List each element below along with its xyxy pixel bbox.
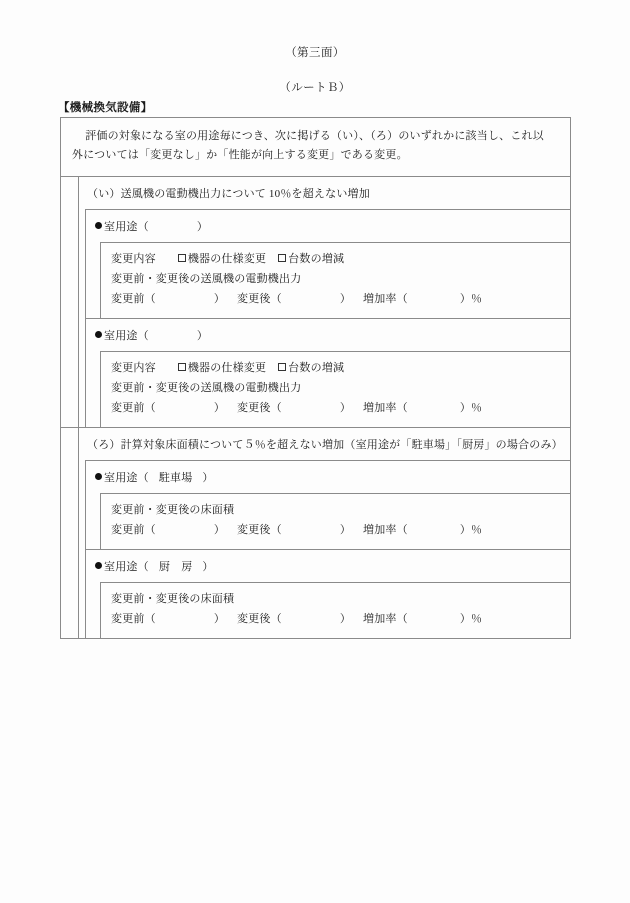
- checkbox-spec-change-label: 機器の仕様変更: [187, 252, 267, 265]
- group-gutter: [61, 177, 79, 427]
- group-ro-heading: （ろ）計算対象床面積について５％を超えない増加（室用途が「駐車場」「厨房」の場合のみ）: [87, 438, 563, 451]
- bullet-icon: [95, 331, 102, 338]
- after-close: ）: [339, 292, 352, 305]
- before-close: ）: [213, 292, 226, 305]
- measure-label-row: 変更前・変更後の床面積: [111, 592, 235, 605]
- after-label: 変更後（: [237, 523, 282, 536]
- after-label: 変更後（: [237, 292, 282, 305]
- route-label: （ルートＢ）: [279, 82, 351, 94]
- checkbox-spec-change[interactable]: [178, 363, 186, 371]
- rate-close: ）％: [459, 612, 483, 625]
- after-label: 変更後（: [237, 401, 282, 414]
- room-use-label: 室用途（: [104, 220, 149, 233]
- change-content-label: 変更内容: [111, 361, 156, 374]
- before-label: 変更前（: [111, 292, 156, 305]
- group-i: [61, 177, 570, 428]
- room-block: [85, 549, 570, 638]
- page-number-label: （第三面）: [285, 47, 345, 59]
- form-table: [60, 117, 571, 639]
- values-row: [111, 521, 564, 541]
- checkbox-unit-count-change-label: 台数の増減: [288, 361, 345, 374]
- bullet-icon: [95, 222, 102, 229]
- before-close: ）: [213, 612, 226, 625]
- measure-label-row: 変更前・変更後の送風機の電動機出力: [111, 381, 302, 394]
- room-use-label: 室用途（: [104, 471, 149, 484]
- room-use-label: 室用途（: [104, 560, 149, 573]
- group-ro: [61, 428, 570, 638]
- rate-close: ）％: [459, 401, 483, 414]
- measure-label-row: 変更前・変更後の送風機の電動機出力: [111, 272, 302, 285]
- rate-close: ）％: [459, 292, 483, 305]
- change-content-row: [111, 359, 564, 379]
- checkbox-unit-count-change[interactable]: [278, 363, 286, 371]
- after-close: ）: [339, 523, 352, 536]
- values-row: [111, 290, 564, 310]
- group-i-heading: （い）送風機の電動機出力について 10％を超えない増加: [87, 187, 370, 200]
- room-use-close: ）: [202, 471, 214, 484]
- intro-line-2: 外については「変更なし」か「性能が向上する変更」である変更。: [72, 149, 408, 162]
- room-use-value: 駐車場: [158, 471, 193, 484]
- room-use-row: [86, 210, 570, 242]
- intro-line-1: 評価の対象になる室の用途毎につき、次に掲げる（い）、（ろ）のいずれかに該当し、これ以: [85, 130, 544, 142]
- bullet-icon: [95, 562, 102, 569]
- room-block: [85, 318, 570, 427]
- change-content-label: 変更内容: [111, 252, 156, 265]
- before-label: 変更前（: [111, 401, 156, 414]
- room-use-row: [86, 319, 570, 351]
- room-use-close: ）: [196, 220, 209, 233]
- group-gutter: [61, 428, 79, 638]
- group-body: [79, 428, 570, 638]
- intro-paragraph: [61, 118, 570, 177]
- checkbox-spec-change[interactable]: [178, 254, 186, 262]
- room-use-close: ）: [202, 560, 214, 573]
- after-close: ）: [339, 401, 352, 414]
- before-close: ）: [213, 523, 226, 536]
- group-body: [79, 177, 570, 427]
- measure-label-row: 変更前・変更後の床面積: [111, 503, 235, 516]
- checkbox-unit-count-change-label: 台数の増減: [288, 252, 345, 265]
- room-block: [85, 209, 570, 318]
- room-use-close: ）: [196, 329, 209, 342]
- room-use-label: 室用途（: [104, 329, 149, 342]
- rate-close: ）％: [459, 523, 483, 536]
- room-use-value: 厨 房: [158, 560, 193, 573]
- room-detail-box: [100, 242, 570, 318]
- checkbox-spec-change-label: 機器の仕様変更: [187, 361, 267, 374]
- room-use-row: [86, 461, 570, 493]
- room-detail-box: [100, 582, 570, 638]
- bullet-icon: [95, 473, 102, 480]
- values-row: [111, 610, 564, 630]
- rate-label: 増加率（: [363, 523, 408, 536]
- before-label: 変更前（: [111, 612, 156, 625]
- values-row: [111, 399, 564, 419]
- rate-label: 増加率（: [363, 292, 408, 305]
- after-close: ）: [339, 612, 352, 625]
- room-use-row: [86, 550, 570, 582]
- change-content-row: [111, 250, 564, 270]
- before-label: 変更前（: [111, 523, 156, 536]
- before-close: ）: [213, 401, 226, 414]
- rate-label: 増加率（: [363, 401, 408, 414]
- room-detail-box: [100, 493, 570, 549]
- section-title: 【機械換気設備】: [58, 102, 153, 114]
- checkbox-unit-count-change[interactable]: [278, 254, 286, 262]
- after-label: 変更後（: [237, 612, 282, 625]
- room-block: [85, 460, 570, 549]
- room-detail-box: [100, 351, 570, 427]
- rate-label: 増加率（: [363, 612, 408, 625]
